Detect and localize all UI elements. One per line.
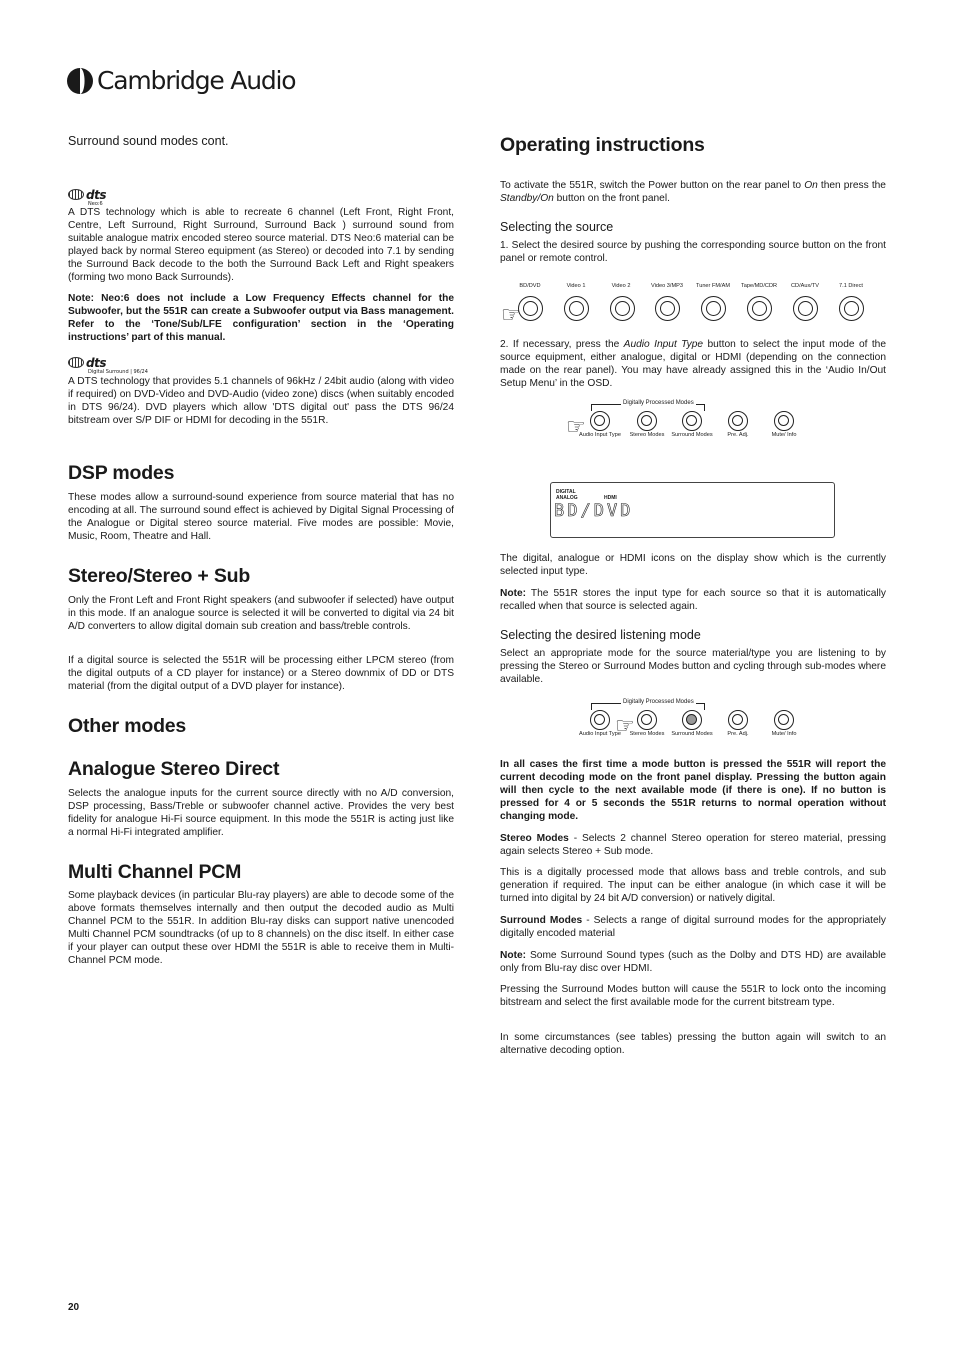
source-label: Video 3/MP3 [651, 283, 683, 289]
asd-heading: Analogue Stereo Direct [68, 758, 280, 780]
disc-icon [68, 189, 84, 200]
dts-9624-logo: dts Digital Surround | 96/24 [68, 352, 148, 375]
stereo-heading: Stereo/Stereo + Sub [68, 565, 251, 587]
source-label: 7.1 Direct [839, 283, 863, 289]
source-buttons-figure [500, 280, 886, 330]
audio-input-type-button[interactable] [590, 710, 610, 730]
display-text: BD/DVD [554, 501, 634, 521]
source-label: Tape/MD/CDR [740, 283, 778, 289]
source-button-tuner[interactable] [701, 296, 726, 321]
source-label: CD/Aux/TV [791, 283, 819, 289]
source-button-video3[interactable] [655, 296, 680, 321]
mode-label: Pre. Adj. [727, 432, 749, 438]
intro-paragraph: To activate the 551R, switch the Power button on the rear panel to On then press the Standby/On button on the front panel. [500, 180, 886, 204]
brand-name: Cambridge Audio [97, 66, 296, 95]
digital-indicator: DIGITAL [556, 489, 576, 495]
mode-label: Pre. Adj. [727, 731, 749, 737]
mode-group-label: Digitally Processed Modes [623, 400, 694, 406]
asd-paragraph: Selects the analogue inputs for the current source directly with no A/D conversion, DSP processing, Bass/Treble or subwoofer channel active. Provides the very best fidelity for analogue Hi-Fi source equipment. In this mode the 551R is acting just like a normal Hi-Fi integrated amplifier. [68, 788, 454, 838]
lock-paragraph: Pressing the Surround Modes button will cause the 551R to lock onto the incoming bitstream and select the first available mode for the current bitstream type. [500, 984, 886, 1008]
stereo-paragraph-2: If a digital source is selected the 551R will be processing either LPCM stereo (from the digital outputs of a CD player for instance) or a Stereo downmix of DD or DTS material (from the digital output of a DVD player for instance). [68, 655, 454, 692]
mode-buttons-figure-1 [565, 398, 805, 448]
hdmi-indicator: HDMI [604, 495, 617, 501]
source-button-cd[interactable] [793, 296, 818, 321]
pointing-hand-icon: ☞ [501, 302, 521, 327]
surround-modes-button[interactable] [682, 710, 702, 730]
source-button-bd-dvd[interactable] [518, 296, 543, 321]
stereo-modes-button[interactable] [637, 710, 657, 730]
dts-neo6-logo: dts Neo:6 [68, 184, 106, 207]
source-label: Video 2 [611, 283, 631, 289]
page-number: 20 [68, 1302, 80, 1313]
listening-mode-heading: Selecting the desired listening mode [500, 628, 701, 642]
mode-label: Surround Modes [671, 432, 713, 438]
source-button-video1[interactable] [564, 296, 589, 321]
source-button-tape[interactable] [747, 296, 772, 321]
source-button-71direct[interactable] [839, 296, 864, 321]
source-heading: Selecting the source [500, 220, 614, 234]
mute-info-button[interactable] [774, 710, 794, 730]
pre-adj-button[interactable] [728, 710, 748, 730]
source-label: Video 1 [566, 283, 586, 289]
other-modes-heading: Other modes [68, 715, 187, 737]
dts9624-paragraph: A DTS technology that provides 5.1 channels of 96kHz / 24bit audio (along with video if required) on DVD-Video and DVD-Audio (video zone) discs (when suitably encoded in DTS 96/24). DVD players which allow 'DTS digital out' pass the DTS 96/24 bitstream over S/P DIF or HDMI for decoding in the 551R. [68, 376, 454, 426]
source-label: BD/DVD [519, 283, 541, 289]
disc-icon [68, 357, 84, 368]
front-panel-display [550, 482, 835, 538]
mcpcm-heading: Multi Channel PCM [68, 861, 242, 883]
listening-paragraph: Select an appropriate mode for the source material/type you are listening to by pressing the Stereo or Surround Modes button and cycling through sub-modes where available. [500, 648, 886, 685]
mode-label: Audio Input Type [579, 731, 621, 737]
surround-modes-button[interactable] [682, 411, 702, 431]
digital-processing-paragraph: This is a digitally processed mode that allows bass and treble controls, and sub generation if required. The input can be either analogue (in which case it will be turned into digital by 24 bit A/D conversion) or natively digital. [500, 867, 886, 904]
stereo-paragraph-1: Only the Front Left and Front Right speakers (and subwoofer if selected) have output in this mode. If an analogue source is selected it will be converted to digital via 24 bit A/D converters to allow digital domain sub creation and bass/treble controls. [68, 595, 454, 632]
mute-info-button[interactable] [774, 411, 794, 431]
mode-group-label: Digitally Processed Modes [623, 699, 694, 705]
stereo-modes-button[interactable] [637, 411, 657, 431]
stereo-modes-paragraph: Stereo Modes - Selects 2 channel Stereo operation for stereo material, pressing again selects Stereo + Sub mode. [500, 833, 886, 857]
mode-label: Audio Input Type [579, 432, 621, 438]
neo6-note: Note: Neo:6 does not include a Low Frequency Effects channel for the Subwoofer, but the 551R can create a Subwoofer output via Bass management. Refer to the ‘Tone/Sub/LFE configuration’ section in the ‘Operating instructions’ part of this manual. [68, 293, 454, 343]
analog-indicator: ANALOG [556, 495, 578, 501]
audio-input-type-button[interactable] [590, 411, 610, 431]
step-2: 2. If necessary, press the Audio Input Type button to select the input mode of the source equipment, either analogue, digital or HDMI (depending on the connection made on the rear panel). You may have already assigned this in the ‘Audio In/Out Setup Menu’ in the OSD. [500, 339, 886, 389]
pointing-hand-icon: ☞ [615, 713, 635, 738]
pointing-hand-icon: ☞ [566, 414, 586, 439]
mode-label: Stereo Modes [629, 432, 665, 438]
pre-adj-button[interactable] [728, 411, 748, 431]
step-1: 1. Select the desired source by pushing the corresponding source button on the front panel or remote control. [500, 240, 886, 264]
note2-paragraph: Note: Some Surround Sound types (such as the Dolby and DTS HD) are available only from Blu-ray disc over HDMI. [500, 950, 886, 974]
mode-behavior-paragraph: In all cases the first time a mode button is pressed the 551R will report the current decoding mode on the front panel display. Pressing the button again will then cycle to the next available mode (if there is one). If no button is pressed for 4 or 5 seconds the 551R returns to normal operation without changing mode. [500, 759, 886, 822]
mode-label: Surround Modes [671, 731, 713, 737]
mcpcm-paragraph: Some playback devices (in particular Blu-ray players) are able to decode some of the above formats themselves internally and then output the decoded audio as Multi Channel PCM to the 551R. In addition Blu-ray disks can support native unencoded Multi Channel PCM soundtracks (of up to 8 channels) on the disc itself. In either case if your player can output these over HDMI the 551R is able to receive them in Multi-Channel PCM mode. [68, 890, 454, 966]
mode-label: Mute/ Info [771, 731, 797, 737]
operating-heading: Operating instructions [500, 134, 705, 156]
source-label: Tuner FM/AM [696, 283, 730, 289]
section-subheading: Surround sound modes cont. [68, 134, 229, 148]
source-button-video2[interactable] [610, 296, 635, 321]
dsp-paragraph: These modes allow a surround-sound experience from source material that has no encoding at all. The surround sound effect is achieved by Digital Signal Processing of the Analogue or Digital stereo source material. Five modes are possible: Movie, Music, Room, Theatre and Hall. [68, 492, 454, 542]
brand-logo [67, 66, 295, 95]
note-paragraph: Note: The 551R stores the input type for each source so that it is automatically recalled when that source is selected again. [500, 588, 886, 612]
mode-buttons-figure-2 [565, 697, 805, 747]
neo6-paragraph: A DTS technology which is able to recreate 6 channel (Left Front, Right Front, Centre, Left Surround, Right Surround, Surround Back ) surround sound from suitable analogue matrix encoded stereo source material. DTS Neo:6 material can be played back by normal Stereo equipment (as Stereo) or decoded into 7.1 by sending the Surround Back decode to the both the Surround Back Left and Right speakers (forming two mono Back Surrounds). [68, 207, 454, 283]
brand-logo-icon [67, 68, 93, 94]
surround-modes-paragraph: Surround Modes - Selects a range of digital surround modes for the appropriately digitally encoded material [500, 915, 886, 939]
icons-paragraph: The digital, analogue or HDMI icons on the display show which is the currently selected input type. [500, 553, 886, 577]
dsp-heading: DSP modes [68, 462, 175, 484]
mode-label: Stereo Modes [629, 731, 665, 737]
mode-label: Mute/ Info [771, 432, 797, 438]
alt-paragraph: In some circumstances (see tables) pressing the button again will switch to an alternative decoding option. [500, 1032, 886, 1056]
